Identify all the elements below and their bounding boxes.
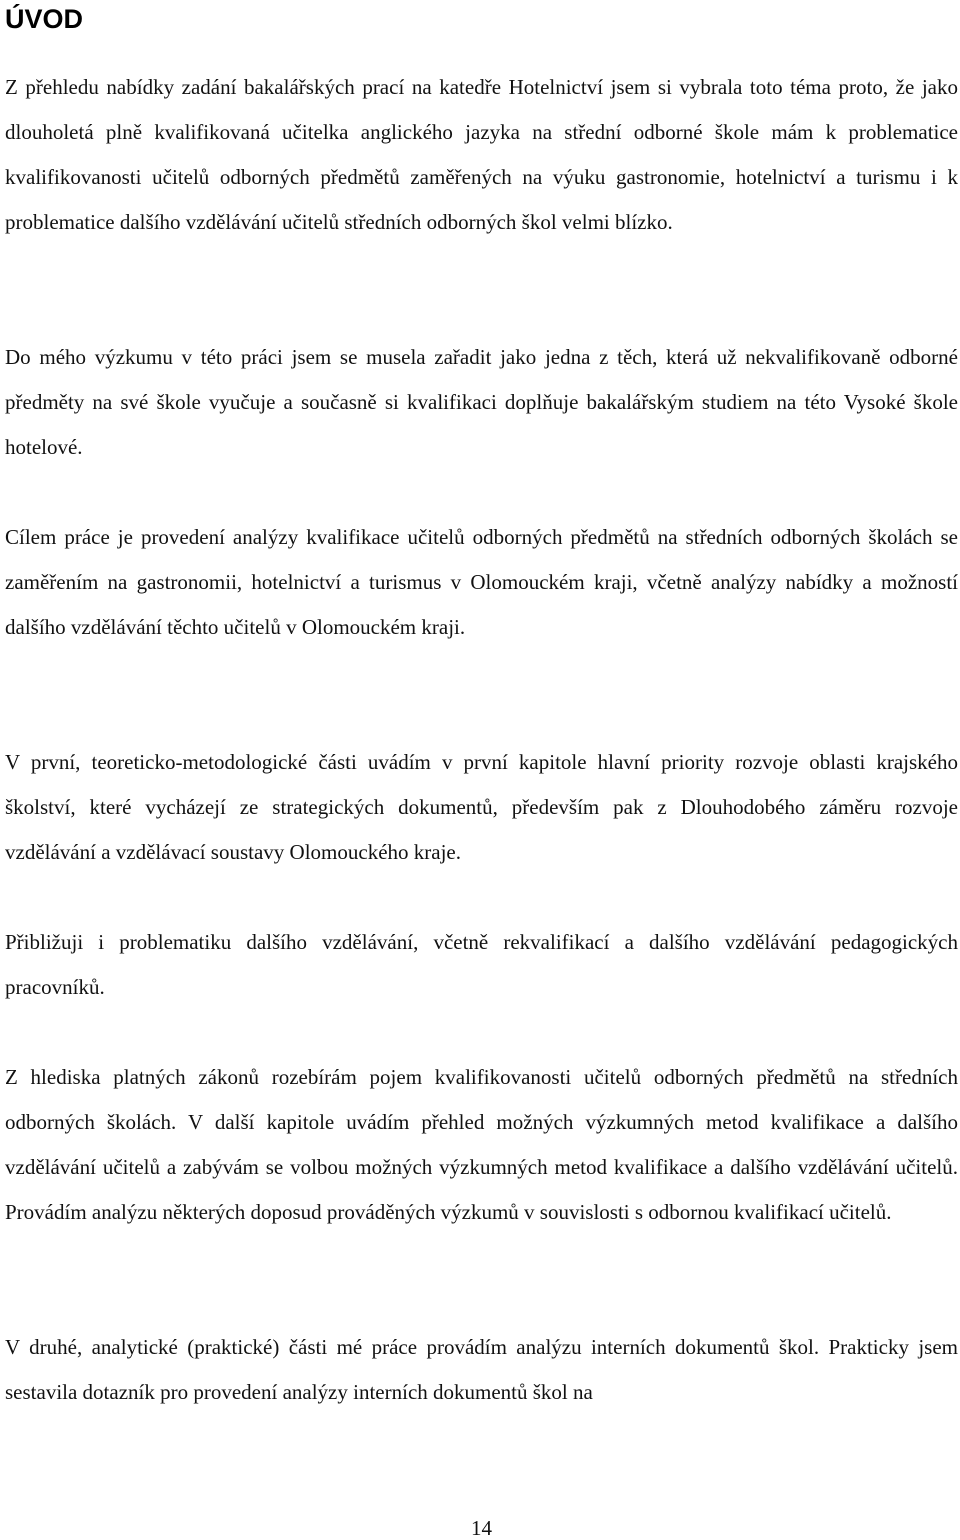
section-heading: ÚVOD — [5, 4, 84, 34]
paragraph-legislation-methods: Z hlediska platných zákonů rozebírám pojem kvalifikovanosti učitelů odborných předmětů na středních odborných školách. V další kapitole uvádím přehled možných výzkumných metod kvalifikace a dalšího vzdělávání učitelů a zabývám se volbou možných výzkumných metod kvalifikace a dalšího vzdělávání učitelů. Provádím analýzu některých doposud prováděných výzkumů v souvislosti s odbornou kvalifikací učitelů. — [5, 1065, 958, 1224]
paragraph-analytical-part: V druhé, analytické (praktické) části mé práce provádím analýzu interních dokumentů škol. Prakticky jsem sestavila dotazník pro provedení analýzy interních dokumentů škol na — [5, 1335, 958, 1404]
paragraph-author-position: Do mého výzkumu v této práci jsem se musela zařadit jako jedna z těch, která už nekvalifikovaně odborné předměty na své škole vyučuje a současně si kvalifikaci doplňuje bakalářským studiem na této Vysoké škole hotelové. — [5, 345, 958, 459]
paragraph-motivation: Z přehledu nabídky zadání bakalářských prací na katedře Hotelnictví jsem si vybrala toto téma proto, že jako dlouholetá plně kvalifikovaná učitelka anglického jazyka na střední odborné škole mám k problematice kvalifikovanosti učitelů odborných předmětů zaměřených na výuku gastronomie, hotelnictví a turismu i k problematice dalšího vzdělávání učitelů středních odborných škol velmi blízko. — [5, 75, 958, 234]
document-page — [5, 0, 958, 1540]
paragraph-aim: Cílem práce je provedení analýzy kvalifikace učitelů odborných předmětů na středních odborných školách se zaměřením na gastronomii, hotelnictví a turismus v Olomouckém kraji, včetně analýzy nabídky a možností dalšího vzdělávání těchto učitelů v Olomouckém kraji. — [5, 525, 958, 639]
page-number: 14 — [471, 1516, 492, 1540]
paragraph-further-education: Přibližuji i problematiku dalšího vzdělávání, včetně rekvalifikací a dalšího vzdělávání pedagogických pracovníků. — [5, 930, 958, 999]
paragraph-theory-part: V první, teoreticko-metodologické části uvádím v první kapitole hlavní priority rozvoje oblasti krajského školství, které vycházejí ze strategických dokumentů, především pak z Dlouhodobého záměru rozvoje vzdělávání a vzdělávací soustavy Olomouckého kraje. — [5, 750, 958, 864]
